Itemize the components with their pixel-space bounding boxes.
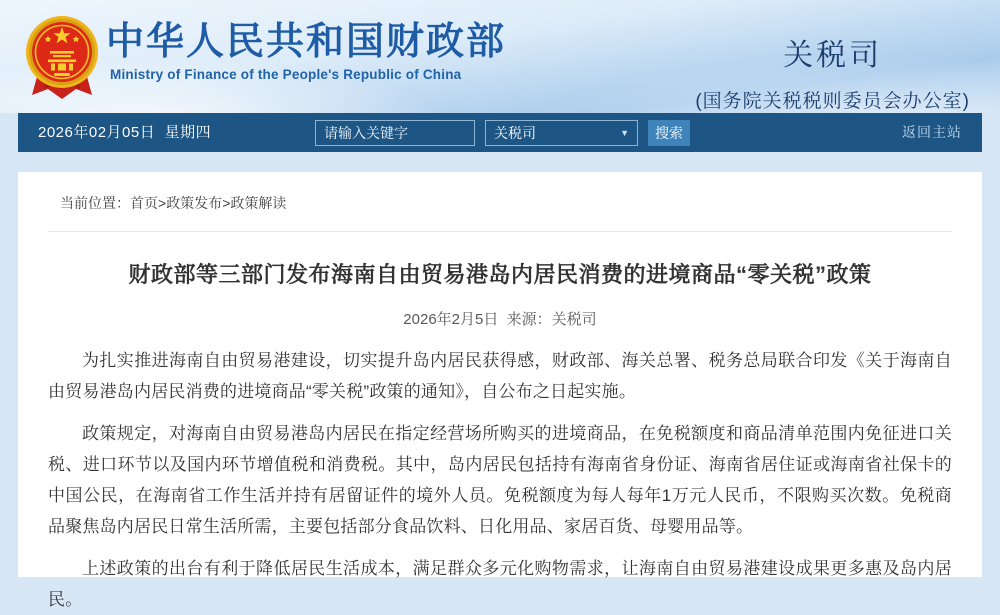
search-scope-select[interactable] bbox=[485, 120, 638, 146]
breadcrumb bbox=[48, 172, 952, 232]
chevron-down-icon: ▼ bbox=[620, 128, 629, 138]
content-card bbox=[18, 172, 982, 609]
article-title: 财政部等三部门发布海南自由贸易港岛内居民消费的进境商品“零关税”政策 bbox=[128, 262, 872, 287]
search-scope-value: 关税司 bbox=[494, 125, 536, 141]
breadcrumb-link-home[interactable]: 首页 bbox=[130, 195, 158, 211]
breadcrumb-label: 当前位置： bbox=[60, 195, 130, 211]
site-title-en: Ministry of Finance of the People's Republic of China bbox=[110, 67, 462, 82]
search-button[interactable]: 搜索 bbox=[648, 120, 690, 146]
article-paragraph: 上述政策的出台有利于降低居民生活成本，满足群众多元化购物需求，让海南自由贸易港建设成果更多惠及岛内居民。 bbox=[48, 559, 952, 609]
search-input[interactable] bbox=[315, 120, 475, 146]
navbar bbox=[18, 113, 982, 152]
site-title-cn: 中华人民共和国财政部 bbox=[106, 21, 507, 63]
return-home-link[interactable]: 返回主站 bbox=[902, 124, 962, 140]
article-paragraph: 为扎实推进海南自由贸易港建设，切实提升岛内居民获得感，财政部、海关总署、税务总局联合印发《关于海南自由贸易港岛内居民消费的进境商品“零关税”政策的通知》，自公布之日起实施。 bbox=[48, 351, 952, 401]
article-meta: 2026年2月5日 来源：关税司 bbox=[403, 311, 597, 328]
site-header bbox=[0, 0, 1000, 113]
department-name: 关税司 bbox=[783, 39, 883, 72]
breadcrumb-separator: > bbox=[158, 195, 167, 211]
site-brand bbox=[106, 20, 506, 82]
breadcrumb-separator: > bbox=[222, 195, 231, 211]
department-block bbox=[695, 30, 970, 113]
national-emblem-icon bbox=[24, 11, 100, 103]
department-subtitle: (国务院关税税则委员会办公室) bbox=[695, 91, 970, 112]
article-paragraph: 政策规定，对海南自由贸易港岛内居民在指定经营场所购买的进境商品，在免税额度和商品清单范围内免征进口关税、进口环节以及国内环节增值税和消费税。其中，岛内居民包括持有海南省身份证、海南省居住证或海南省社保卡的中国公民，在海南省工作生活并持有居留证件的境外人员。免税额度为每人每年1万元人民币，不限购买次数。免税商品聚焦岛内居民日常生活所需，主要包括部分食品饮料、日化用品、家居百货、母婴用品等。 bbox=[48, 424, 952, 536]
breadcrumb-link-policy-release[interactable]: 政策发布 bbox=[166, 195, 223, 211]
breadcrumb-link-policy-interpretation[interactable]: 政策解读 bbox=[230, 195, 287, 211]
article-body bbox=[48, 345, 952, 615]
current-date: 2026年02月05日 星期四 bbox=[38, 124, 212, 141]
